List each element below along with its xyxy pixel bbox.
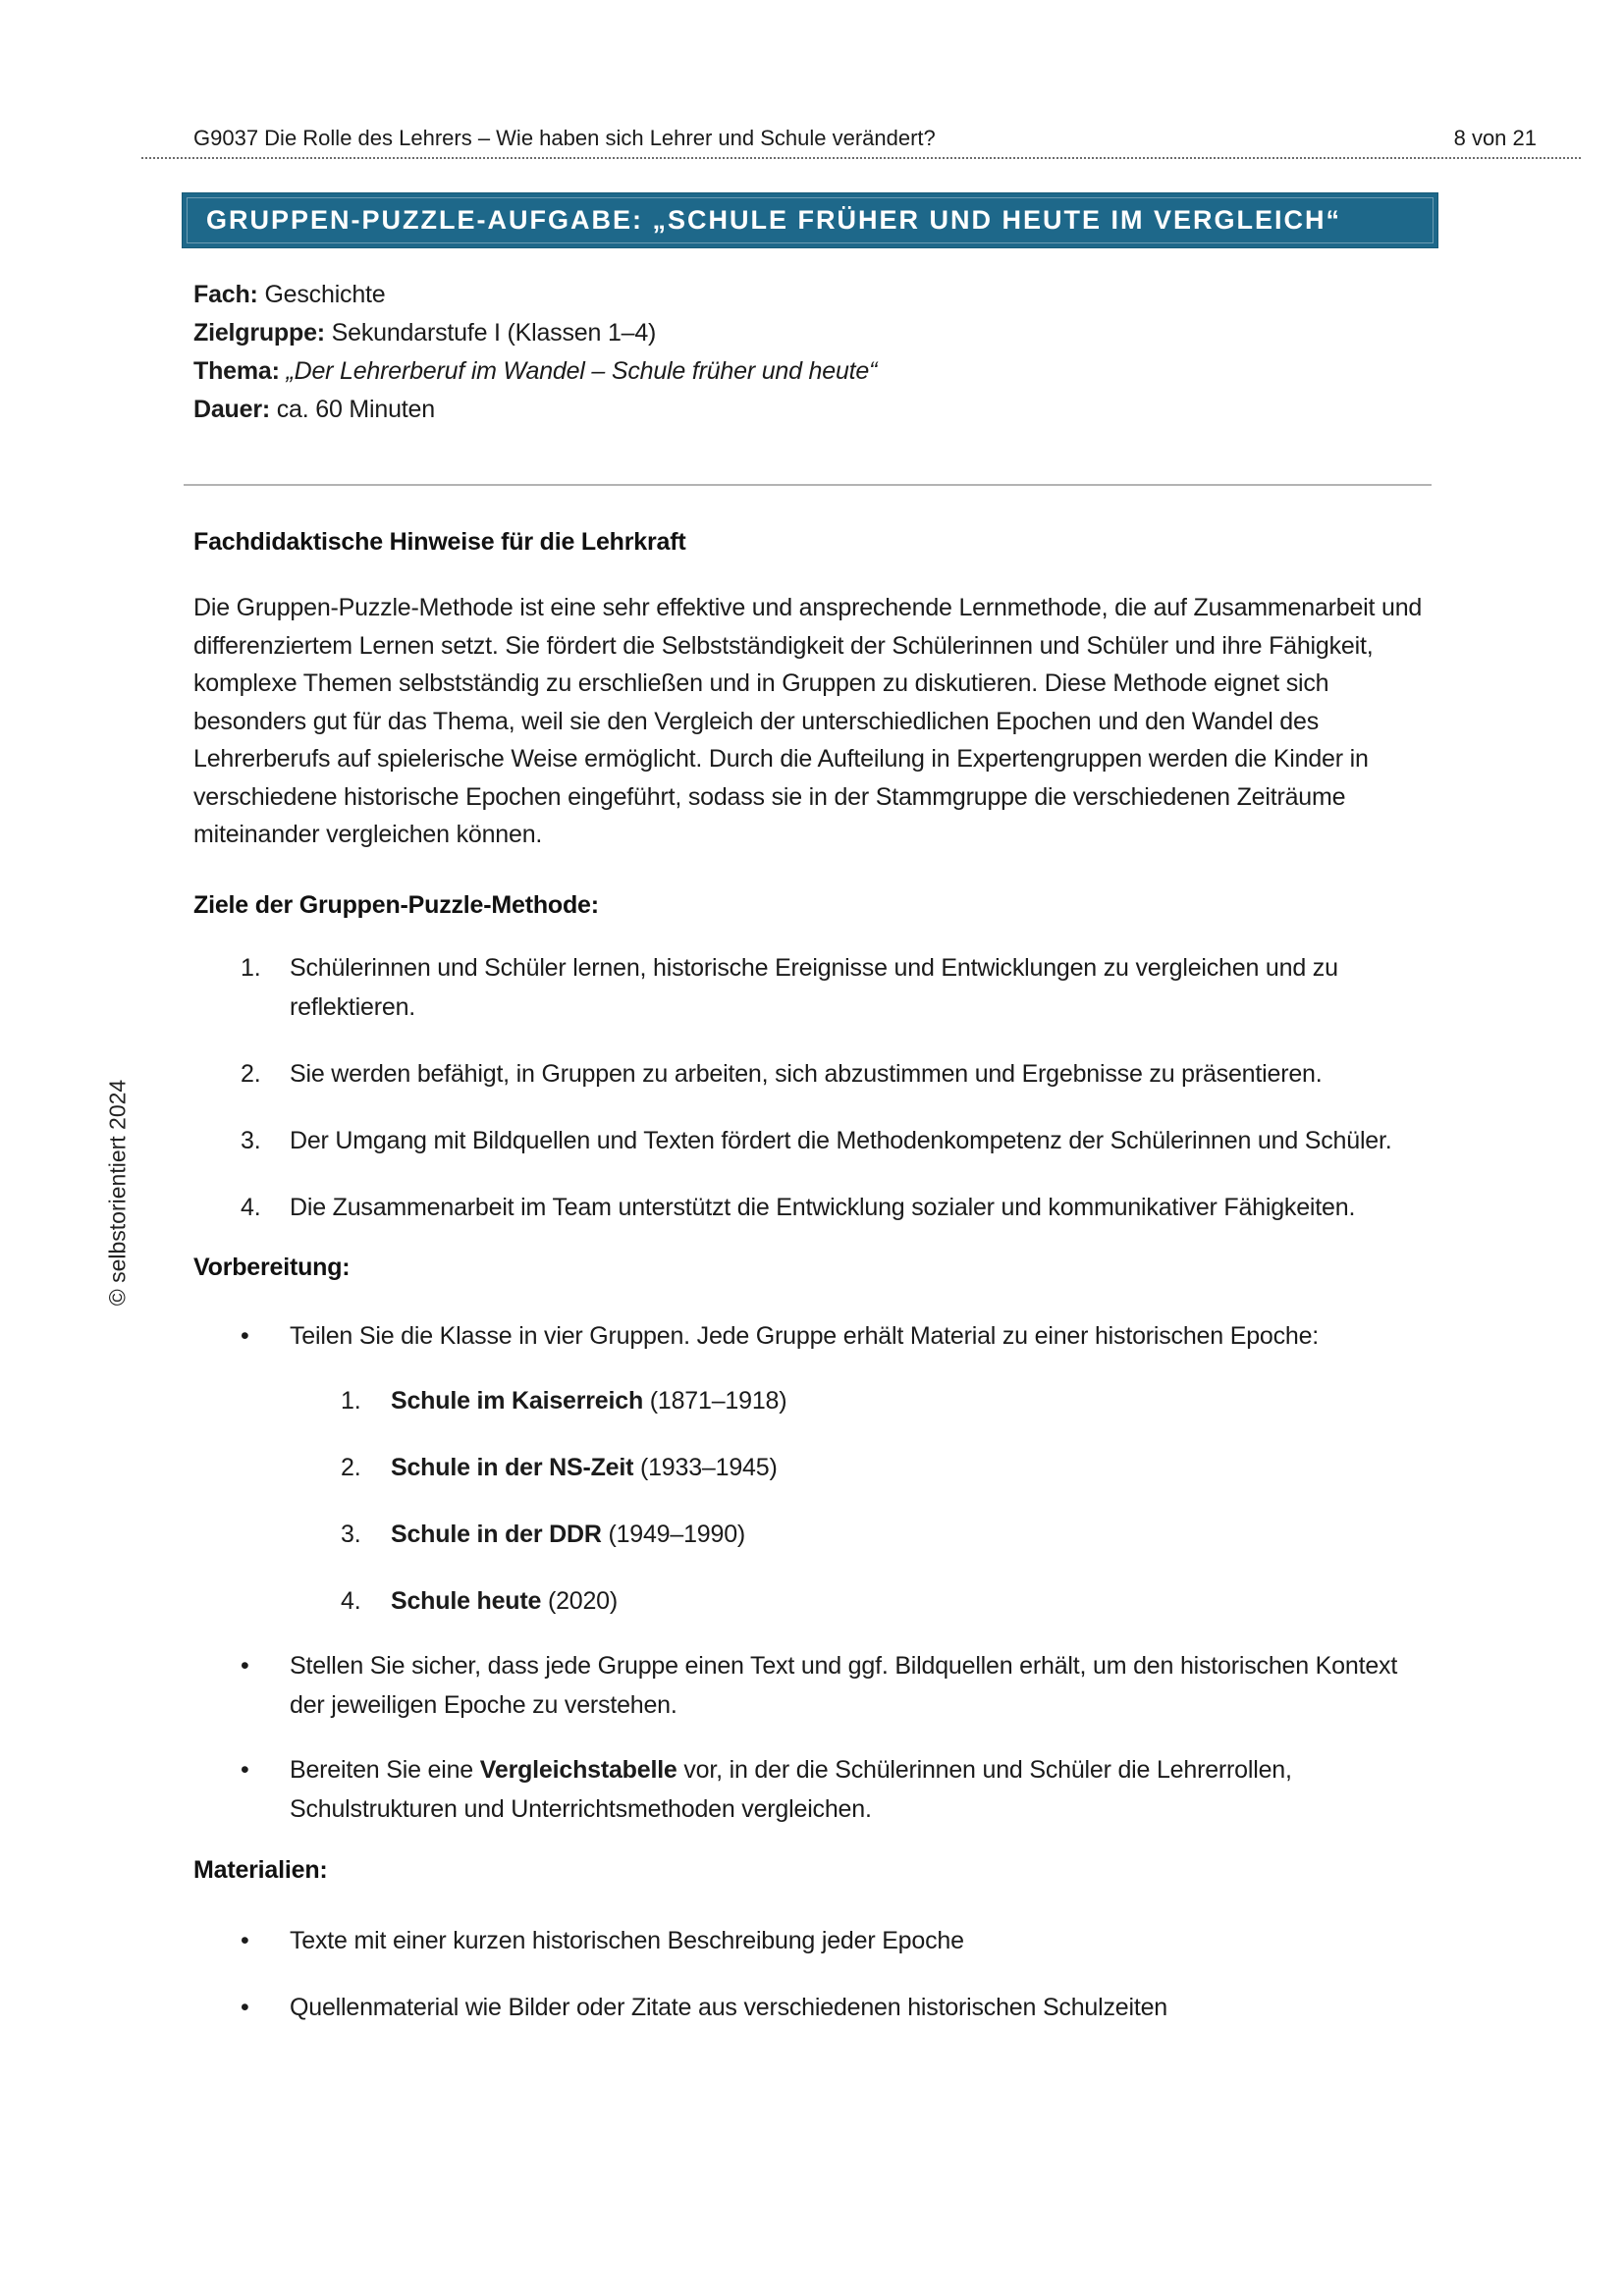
section-heading-materialien: Materialien: <box>193 1855 328 1884</box>
hinweise-paragraph: Die Gruppen-Puzzle-Methode ist eine sehr effektive und ansprechende Lernmethode, die auf Zusammenarbeit und differenziertem Lernen setzt. Sie fördert die Selbstständigkeit der Schülerinnen und Schüler und ihre Fähigkeit, komplexe Themen selbstständig zu erschließen und in Gruppen zu diskutieren. Diese Methode eignet sich besonders gut für das Thema, weil sie den Vergleich der unterschiedlichen Epochen und den Wandel des Lehrerberufs auf spielerische Weise ermöglicht. Durch die Aufteilung in Expertengruppen werden die Kinder in verschiedene historische Epochen eingeführt, sodass sie in der Stammgruppe die verschiedenen Zeiträume miteinander vergleichen können. <box>193 594 1423 848</box>
list-item <box>193 1515 1434 1554</box>
meta-label: Thema: <box>193 357 280 385</box>
list-item <box>193 1988 1434 2027</box>
meta-value: Geschichte <box>264 281 386 308</box>
list-marker: 1. <box>241 953 261 982</box>
meta-value: „Der Lehrerberuf im Wandel – Schule früher und heute“ <box>286 357 878 385</box>
epoch-years: (1949–1990) <box>601 1520 746 1548</box>
title-banner-label: GRUPPEN-PUZZLE-AUFGABE: „SCHULE FRÜHER UND HEUTE IM VERGLEICH“ <box>206 205 1342 235</box>
list-item-text: Texte mit einer kurzen historischen Beschreibung jeder Epoche <box>290 1926 964 1954</box>
list-item <box>193 1121 1434 1160</box>
materialien-list <box>193 1921 1434 2027</box>
list-marker: 4. <box>341 1586 361 1615</box>
epoch-years: (1871–1918) <box>643 1386 787 1415</box>
list-item-text: Stellen Sie sicher, dass jede Gruppe einen Text und ggf. Bildquellen erhält, um den historischen Kontext der jeweiligen Epoche zu verstehen. <box>290 1651 1398 1719</box>
epoch-name: Schule in der NS-Zeit <box>391 1453 634 1481</box>
list-item-text: Die Zusammenarbeit im Team unterstützt die Entwicklung sozialer und kommunikativer Fähigkeiten. <box>290 1193 1356 1221</box>
list-item <box>193 1581 1434 1621</box>
meta-line-fach <box>193 276 1434 314</box>
vorbereitung-list-continued <box>193 1646 1434 1725</box>
text-run: vor, in der die Schülerinnen und Schüler die Lehrerrollen, Schulstrukturen und Unterrichtsmethoden vergleichen. <box>290 1755 1292 1823</box>
list-item <box>193 1316 1434 1356</box>
epochs-list <box>193 1381 1434 1621</box>
meta-label: Fach: <box>193 281 258 308</box>
list-item-text: Der Umgang mit Bildquellen und Texten fördert die Methodenkompetenz der Schülerinnen und Schüler. <box>290 1126 1392 1154</box>
list-marker: 2. <box>241 1059 261 1088</box>
meta-label: Dauer: <box>193 396 270 423</box>
ziele-list <box>193 948 1434 1227</box>
list-item-text <box>391 1448 1434 1487</box>
epoch-name: Schule im Kaiserreich <box>391 1386 644 1415</box>
text-run-bold: Vergleichstabelle <box>479 1755 677 1784</box>
bullet-marker: • <box>241 1755 249 1784</box>
epoch-name: Schule in der DDR <box>391 1520 602 1548</box>
list-item <box>193 1750 1434 1829</box>
epoch-years: (1933–1945) <box>633 1453 778 1481</box>
meta-line-thema <box>193 352 1434 391</box>
epoch-years: (2020) <box>541 1586 619 1615</box>
list-marker: 1. <box>341 1386 361 1415</box>
list-item-text <box>391 1381 1434 1420</box>
text-run: Bereiten Sie eine <box>290 1755 480 1784</box>
list-marker: 2. <box>341 1453 361 1481</box>
list-marker: 4. <box>241 1193 261 1221</box>
copyright-sidebar-text: © selbstorientiert 2024 <box>104 1079 131 1307</box>
bullet-marker: • <box>241 1926 249 1954</box>
document-body <box>193 276 1434 2027</box>
list-item <box>193 1646 1434 1725</box>
page-number: 8 von 21 <box>1453 126 1537 150</box>
meta-line-dauer <box>193 391 1434 429</box>
list-item <box>193 1448 1434 1487</box>
bullet-marker: • <box>241 1321 249 1350</box>
list-item-text: Sie werden befähigt, in Gruppen zu arbeiten, sich abzustimmen und Ergebnisse zu präsentieren. <box>290 1059 1323 1088</box>
list-marker: 3. <box>241 1126 261 1154</box>
section-divider <box>184 484 1432 486</box>
header-divider <box>141 157 1581 159</box>
list-item-text <box>391 1581 1434 1621</box>
list-item <box>193 1921 1434 1960</box>
list-item <box>193 1381 1434 1420</box>
list-item-text <box>290 1750 1434 1829</box>
list-item-text: Schülerinnen und Schüler lernen, historische Ereignisse und Entwicklungen zu vergleichen und zu reflektieren. <box>290 953 1338 1021</box>
list-item-text <box>391 1515 1434 1554</box>
meta-label: Zielgruppe: <box>193 319 325 347</box>
list-item <box>193 1054 1434 1094</box>
meta-value: ca. 60 Minuten <box>276 396 435 423</box>
title-banner <box>182 192 1438 248</box>
section-heading-hinweise: Fachdidaktische Hinweise für die Lehrkraft <box>193 528 686 556</box>
meta-value: Sekundarstufe I (Klassen 1–4) <box>331 319 657 347</box>
list-item <box>193 1188 1434 1227</box>
vorbereitung-list <box>193 1316 1434 1356</box>
bullet-marker: • <box>241 1651 249 1680</box>
meta-line-zielgruppe <box>193 314 1434 352</box>
document-header-title: G9037 Die Rolle des Lehrers – Wie haben sich Lehrer und Schule verändert? <box>193 126 936 150</box>
meta-block <box>193 276 1434 429</box>
list-item-text: Quellenmaterial wie Bilder oder Zitate aus verschiedenen historischen Schulzeiten <box>290 1993 1168 2021</box>
section-heading-vorbereitung: Vorbereitung: <box>193 1253 351 1281</box>
list-marker: 3. <box>341 1520 361 1548</box>
bullet-marker: • <box>241 1993 249 2021</box>
vorbereitung-list-continued <box>193 1750 1434 1829</box>
list-item-text: Teilen Sie die Klasse in vier Gruppen. Jede Gruppe erhält Material zu einer historischen Epoche: <box>290 1321 1320 1350</box>
list-item <box>193 948 1434 1027</box>
section-heading-ziele: Ziele der Gruppen-Puzzle-Methode: <box>193 890 599 919</box>
epoch-name: Schule heute <box>391 1586 542 1615</box>
page-header <box>193 126 1537 151</box>
